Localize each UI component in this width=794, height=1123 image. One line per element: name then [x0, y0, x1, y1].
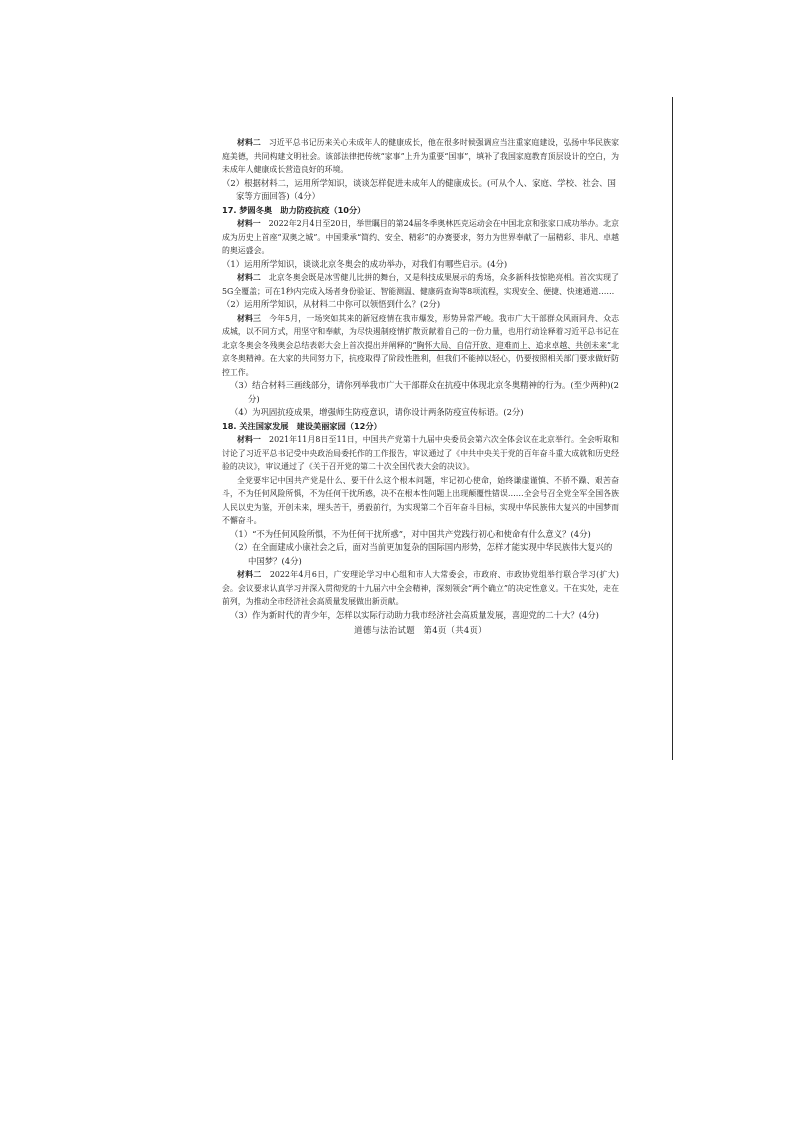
material-text: 今年5月，一场突如其来的新冠疫情在我市爆发，形势异常严峻。我市广大干部群众风雨同舟、众志成城，以不同方式，用坚守和奉献，为尽快遏制疫情扩散贡献着自己的一份力量，也用行动诠释着习近平总书记在北京冬奥会冬残奥会总结表彰大会上首次提出并阐释的	[222, 313, 619, 350]
material-label: 材料二	[237, 273, 261, 282]
question-17-1: （1）运用所学知识，谈谈北京冬奥会的成功举办，对我们有哪些启示。(4分)	[222, 258, 508, 269]
section-18-material-two	[222, 568, 619, 609]
question-17-2: （2）运用所学知识，从材料二中你可以领悟到什么？(2分)	[222, 299, 441, 309]
material-label: 材料二	[237, 570, 262, 579]
section-17-title: 17. 梦圆冬奥 助力防疫抗疫（10分）	[222, 204, 366, 215]
section-17-material-two	[222, 271, 619, 298]
material-text: 北京冬奥精神。在大家的共同努力下，抗疫取得了阶段性胜利，但我们不能掉以轻心，仍要按照相关部门要求做好防控工作。	[222, 340, 619, 377]
question-18-2: （2）在全面建成小康社会之后，面对当前更加复杂的国际国内形势，怎样才能实现中华民族伟大复兴的中国梦？(4分)	[230, 542, 613, 566]
material-two-paragraph	[222, 136, 619, 177]
material-text: 2022年2月4日至20日，举世瞩目的第24届冬季奥林匹克运动会在中国北京和张家口成功举办。北京成为历史上首座“双奥之城”。中国秉承“简约、安全、精彩”的办赛要求，努力为世界奉献了一届精彩、非凡、卓越的奥运盛会。	[222, 219, 619, 255]
material-label: 材料一	[237, 435, 262, 444]
material-label: 材料三	[237, 313, 262, 323]
question-18-3: （3）作为新时代的青少年，怎样以实际行动助力我市经济社会高质量发展，喜迎党的二十大？(4分)	[230, 609, 599, 620]
question-16-2: （2）根据材料二，运用所学知识，谈谈怎样促进未成年人的健康成长。(可从个人、家庭、学校、社会、国家等方面回答)（4分）	[222, 177, 616, 201]
exam-page	[222, 136, 619, 638]
section-18-material-one	[222, 433, 619, 474]
section-18-material-one-cont: 全党要牢记中国共产党是什么、要干什么这个根本问题，牢记初心使命，始终谦虚谨慎、不骄不躁、艰苦奋斗，不为任何风险所惧，不为任何干扰所惑，决不在根本性问题上出现颠覆性错误……全会号召全党全军全国各族人民以史为鉴，开创未来，埋头苦干，勇毅前行，为实现第二个百年奋斗目标，实现中华民族伟大复兴的中国梦而不懈奋斗。	[222, 475, 619, 525]
material-text: 北京冬奥会既是冰雪健儿比拼的舞台，又是科技成果展示的秀场，众多新科技惊艳亮相。首次实现了5G全覆盖；可在1秒内完成入场者身份验证、智能测温、健康码查询等8项流程，实现安全、便捷、快速通道……	[222, 273, 619, 296]
section-17-material-one	[222, 217, 619, 258]
question-17-3: （3）结合材料三画线部分，请你列举我市广大干部群众在抗疫中体现北京冬奥精神的行为。(至少两种)(2分)	[230, 380, 619, 404]
material-label: 材料二	[237, 138, 261, 147]
page-edge-line	[672, 97, 673, 760]
page-footer: 道德与法治试题 第4页（共4页）	[354, 625, 487, 635]
material-text: 习近平总书记历来关心未成年人的健康成长，他在很多时候强调应当注重家庭建设，弘扬中华民族家庭美德，共同构建文明社会。该部法律把传统“家事”上升为重要“国事”，填补了我国家庭教育顶层设计的空白，为未成年人健康成长营造良好的环境。	[222, 138, 619, 174]
material-text: 2022年4月6日，广安理论学习中心组和市人大常委会，市政府、市政协党组举行联合学习(扩大)会。会议要求认真学习并深入贯彻党的十九届六中全会精神，深刻领会“两个确立”的决定性意义。干在实处，走在前列，为推动全市经济社会高质量发展做出新贡献。	[222, 570, 619, 606]
section-17-material-three	[222, 312, 619, 380]
material-label: 材料一	[237, 219, 261, 228]
material-text: 2021年11月8日至11日，中国共产党第十九届中央委员会第六次全体会议在北京举行。全会听取和讨论了习近平总书记受中央政治局委托作的工作报告，审议通过了《中共中央关于党的百年奋斗重大成就和历史经验的决议》，审议通过了《关于召开党的第二十次全国代表大会的决议》。	[222, 435, 619, 471]
question-18-1: （1）“不为任何风险所惧，不为任何干扰所惑”，对中国共产党践行初心和使命有什么意义？(4分)	[230, 528, 591, 539]
section-18-title: 18. 关注国家发展 建设美丽家园（12分）	[222, 420, 382, 431]
underlined-spirit-text: “胸怀大局、自信开放、迎难而上、追求卓越、共创未来”	[412, 340, 612, 350]
question-17-4: （4）为巩固抗疫成果，增强师生防疫意识，请你设计两条防疫宣传标语。(2分)	[230, 407, 524, 417]
